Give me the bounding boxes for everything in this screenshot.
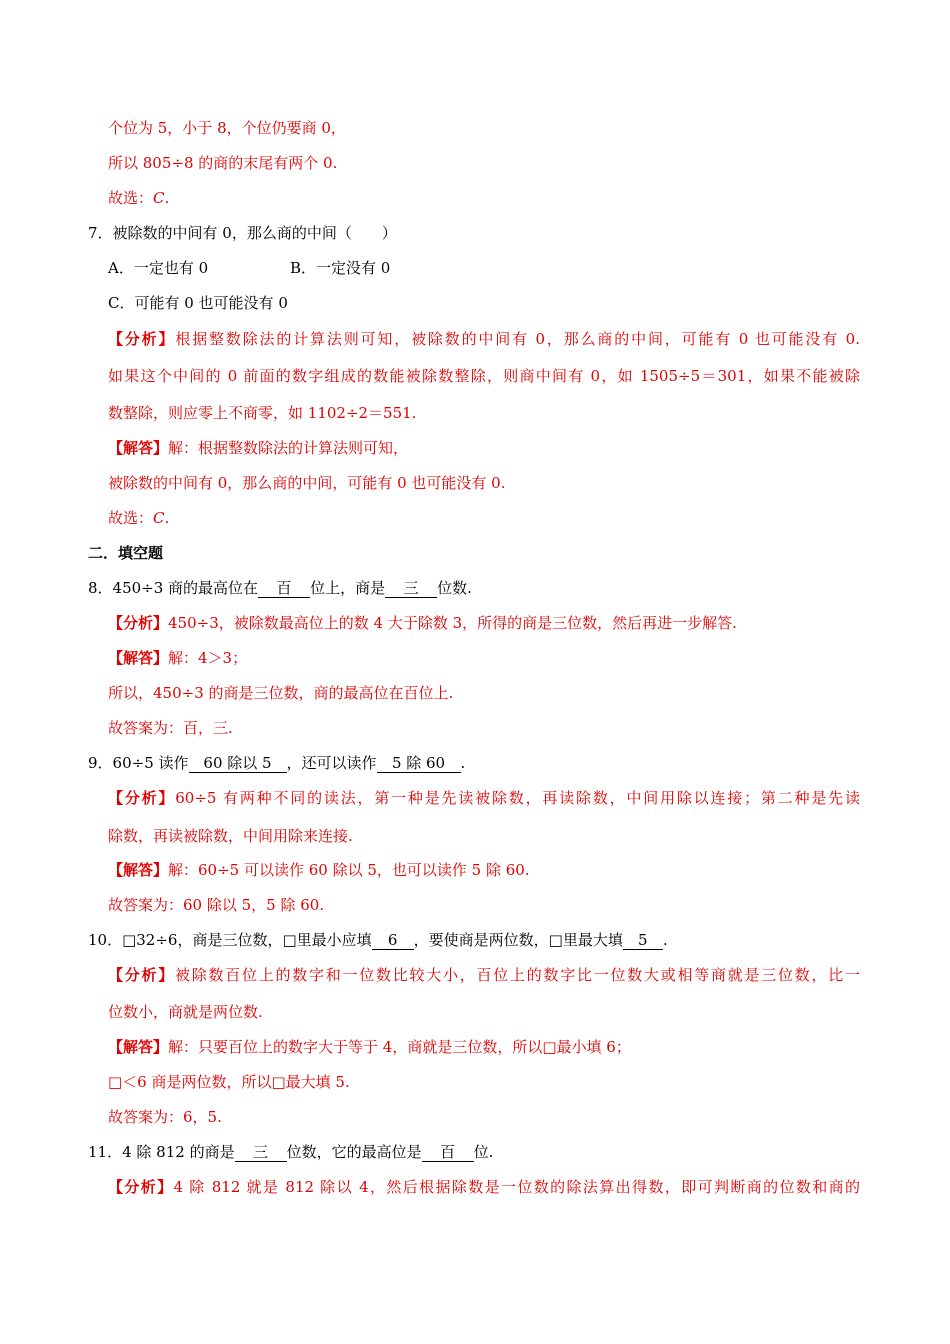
q10-analysis-line-1: 【分析】被除数百位上的数字和一位数比较大小，百位上的数字比一位数大或相等商就是三位数，比一 xyxy=(108,966,860,984)
q10-solution-line-1: 【解答】解：只要百位上的数字大于等于 4，商就是三位数，所以□最小填 6； xyxy=(108,1038,631,1056)
q7-analysis-line-3: 数整除，则应零上不商零，如 1102÷2＝551. xyxy=(108,404,417,422)
q7-option-a: A．一定也有 0 xyxy=(108,259,209,277)
q8-analysis-line-1: 【分析】450÷3，被除数最高位上的数 4 大于除数 3，所得的商是三位数，然后再进一步解答. xyxy=(108,614,737,632)
q9-stem: 9．60÷5 读作 60 除以 5 ，还可以读作 5 除 60 . xyxy=(88,754,466,772)
q10-blank-2: 5 xyxy=(623,931,663,950)
q7-solution-line-2: 被除数的中间有 0，那么商的中间，可能有 0 也可能没有 0. xyxy=(108,474,506,492)
q7-analysis-line-1: 【分析】根据整数除法的计算法则可知，被除数的中间有 0，那么商的中间，可能有 0 也可能没有 0. xyxy=(108,330,860,348)
q11-blank-1: 三 xyxy=(235,1143,287,1162)
q8-solution-line-2: 所以，450÷3 的商是三位数，商的最高位在百位上. xyxy=(108,684,454,702)
q11-stem: 11．4 除 812 的商是 三 位数，它的最高位是 百 位. xyxy=(88,1143,494,1161)
q10-answer: 故答案为：6，5. xyxy=(108,1108,222,1126)
q11-blank-2: 百 xyxy=(422,1143,474,1162)
q9-solution-line-1: 【解答】解：60÷5 可以读作 60 除以 5，也可以读作 5 除 60. xyxy=(108,861,530,879)
q8-solution-line-1: 【解答】解：4＞3； xyxy=(108,649,248,667)
q7-analysis-line-2: 如果这个中间的 0 前面的数字组成的数能被除数整除，则商中间有 0，如 1505÷5＝301，如果不能被除 xyxy=(108,367,860,385)
q8-stem: 8．450÷3 商的最高位在 百 位上，商是 三 位数. xyxy=(88,579,472,597)
q11-analysis-line-1: 【分析】4 除 812 就是 812 除以 4，然后根据除数是一位数的除法算出得数，即可判断商的位数和商的 xyxy=(108,1178,860,1196)
q6-answer: 故选：C. xyxy=(108,189,170,207)
section-title: 二．填空题 xyxy=(88,544,164,562)
q10-solution-line-2: □＜6 商是两位数，所以□最大填 5. xyxy=(108,1073,350,1091)
q7-option-b: B．一定没有 0 xyxy=(290,259,391,277)
q9-blank-1: 60 除以 5 xyxy=(189,754,287,773)
q8-blank-1: 百 xyxy=(258,579,310,598)
q10-stem: 10．□32÷6，商是三位数，□里最小应填 6 ，要使商是两位数，□里最大填 5 . xyxy=(88,931,668,949)
q9-analysis-line-1: 【分析】60÷5 有两种不同的读法，第一种是先读被除数，再读除数，中间用除以连接；第二种是先读 xyxy=(108,789,860,807)
q7-answer: 故选：C. xyxy=(108,509,170,527)
q9-blank-2: 5 除 60 xyxy=(377,754,461,773)
q10-analysis-line-2: 位数小，商就是两位数. xyxy=(108,1003,263,1021)
q7-solution-line-1: 【解答】解：根据整数除法的计算法则可知， xyxy=(108,439,409,457)
q8-answer: 故答案为：百，三. xyxy=(108,719,233,737)
q8-blank-2: 三 xyxy=(385,579,437,598)
q7-option-c: C．可能有 0 也可能没有 0 xyxy=(108,294,288,312)
q6-tail-line-1: 个位为 5，小于 8，个位仍要商 0， xyxy=(108,119,346,137)
q6-tail-line-2: 所以 805÷8 的商的末尾有两个 0. xyxy=(108,154,338,172)
q9-analysis-line-2: 除数，再读被除数，中间用除来连接. xyxy=(108,827,353,845)
q9-answer: 故答案为：60 除以 5，5 除 60. xyxy=(108,896,325,914)
q10-blank-1: 6 xyxy=(372,931,414,950)
q7-stem: 7．被除数的中间有 0，那么商的中间（ ） xyxy=(88,224,397,242)
